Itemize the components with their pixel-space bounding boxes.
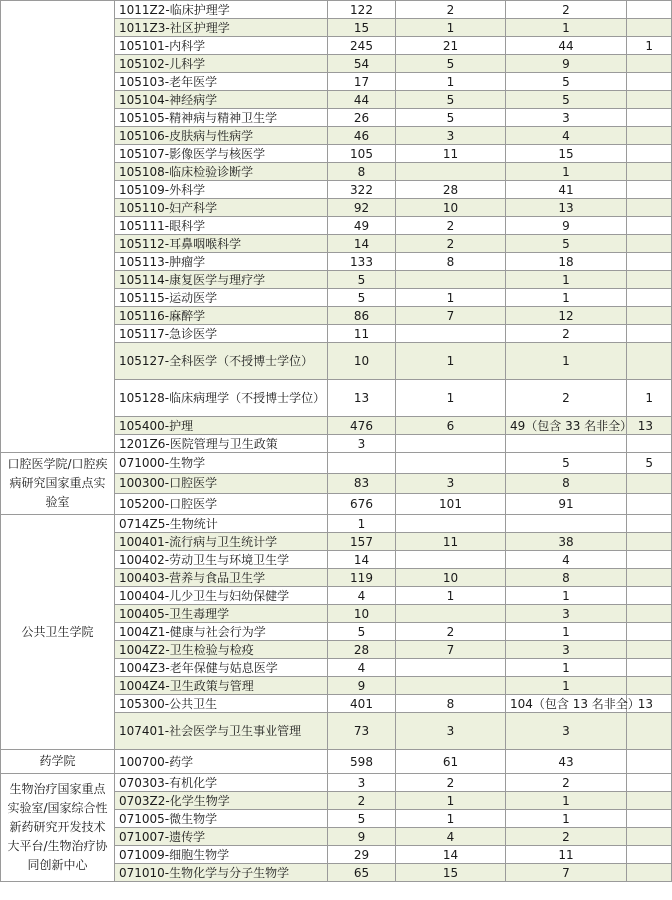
count-cell [627, 569, 672, 587]
count-cell: 7 [506, 864, 627, 882]
count-cell [627, 289, 672, 307]
major-cell: 071010-生物化学与分子生物学 [115, 864, 328, 882]
count-cell: 3 [328, 435, 396, 453]
count-cell: 5 [506, 73, 627, 91]
major-cell: 105109-外科学 [115, 181, 328, 199]
major-cell: 105110-妇产科学 [115, 199, 328, 217]
count-cell: 4 [506, 127, 627, 145]
count-cell: 28 [396, 181, 506, 199]
unit-cell: 公共卫生学院 [1, 515, 115, 750]
count-cell [627, 325, 672, 343]
count-cell: 8 [506, 569, 627, 587]
major-cell: 105300-公共卫生 [115, 695, 328, 713]
table-row [1, 1, 672, 19]
table-body [1, 1, 672, 882]
count-cell: 3 [396, 713, 506, 750]
count-cell: 1 [506, 677, 627, 695]
count-cell [627, 307, 672, 325]
count-cell: 10 [396, 199, 506, 217]
count-cell: 86 [328, 307, 396, 325]
count-cell: 3 [506, 641, 627, 659]
count-cell: 9 [506, 217, 627, 235]
major-cell: 0714Z5-生物统计 [115, 515, 328, 533]
count-cell: 676 [328, 494, 396, 515]
major-cell: 100300-口腔医学 [115, 473, 328, 494]
count-cell [627, 792, 672, 810]
count-cell: 598 [328, 750, 396, 774]
count-cell [627, 774, 672, 792]
count-cell: 9 [328, 828, 396, 846]
count-cell [627, 235, 672, 253]
count-cell: 2 [506, 1, 627, 19]
major-cell: 105107-影像医学与核医学 [115, 145, 328, 163]
count-cell: 1 [506, 271, 627, 289]
count-cell: 5 [396, 91, 506, 109]
count-cell: 2 [396, 774, 506, 792]
count-cell: 1 [396, 343, 506, 380]
count-cell [396, 325, 506, 343]
count-cell: 92 [328, 199, 396, 217]
count-cell: 2 [396, 623, 506, 641]
count-cell [627, 163, 672, 181]
count-cell: 1 [396, 380, 506, 417]
count-cell [627, 515, 672, 533]
major-cell: 105106-皮肤病与性病学 [115, 127, 328, 145]
count-cell: 21 [396, 37, 506, 55]
count-cell: 9 [506, 55, 627, 73]
count-cell: 14 [328, 551, 396, 569]
count-cell: 11 [396, 145, 506, 163]
count-cell: 101 [396, 494, 506, 515]
count-cell: 1 [627, 380, 672, 417]
count-cell [627, 127, 672, 145]
count-cell: 1 [506, 587, 627, 605]
count-cell: 157 [328, 533, 396, 551]
count-cell: 5 [506, 453, 627, 474]
count-cell: 13 [627, 417, 672, 435]
count-cell: 11 [328, 325, 396, 343]
major-cell: 071007-遗传学 [115, 828, 328, 846]
major-cell: 100402-劳动卫生与环境卫生学 [115, 551, 328, 569]
unit-cell [1, 1, 115, 453]
major-cell: 105128-临床病理学（不授博士学位） [115, 380, 328, 417]
count-cell: 2 [506, 380, 627, 417]
major-cell: 105117-急诊医学 [115, 325, 328, 343]
count-cell: 49 [328, 217, 396, 235]
unit-cell: 口腔医学院/口腔疾病研究国家重点实验室 [1, 453, 115, 515]
major-cell: 107401-社会医学与卫生事业管理 [115, 713, 328, 750]
major-cell: 105113-肿瘤学 [115, 253, 328, 271]
major-cell: 0703Z2-化学生物学 [115, 792, 328, 810]
count-cell [627, 271, 672, 289]
count-cell: 1 [396, 289, 506, 307]
count-cell: 3 [506, 713, 627, 750]
major-cell: 071000-生物学 [115, 453, 328, 474]
count-cell: 3 [328, 774, 396, 792]
major-cell: 1004Z1-健康与社会行为学 [115, 623, 328, 641]
count-cell: 1 [506, 19, 627, 37]
count-cell: 10 [328, 605, 396, 623]
count-cell: 1 [396, 73, 506, 91]
count-cell: 5 [328, 810, 396, 828]
count-cell: 11 [506, 846, 627, 864]
major-cell: 105200-口腔医学 [115, 494, 328, 515]
count-cell: 4 [328, 587, 396, 605]
count-cell [627, 659, 672, 677]
count-cell [627, 109, 672, 127]
unit-cell: 生物治疗国家重点实验室/国家综合性新药研究开发技术大平台/生物治疗协同创新中心 [1, 774, 115, 882]
count-cell: 5 [328, 289, 396, 307]
count-cell: 2 [506, 325, 627, 343]
count-cell: 2 [396, 217, 506, 235]
count-cell: 5 [328, 623, 396, 641]
count-cell: 5 [506, 91, 627, 109]
count-cell: 476 [328, 417, 396, 435]
major-cell: 070303-有机化学 [115, 774, 328, 792]
major-cell: 105104-神经病学 [115, 91, 328, 109]
count-cell: 15 [396, 864, 506, 882]
count-cell: 8 [328, 163, 396, 181]
count-cell: 11 [396, 533, 506, 551]
count-cell [627, 587, 672, 605]
count-cell: 401 [328, 695, 396, 713]
count-cell: 3 [396, 473, 506, 494]
count-cell [506, 515, 627, 533]
count-cell [627, 181, 672, 199]
count-cell: 3 [506, 605, 627, 623]
count-cell: 2 [396, 1, 506, 19]
count-cell: 5 [396, 109, 506, 127]
count-cell: 7 [396, 307, 506, 325]
count-cell: 18 [506, 253, 627, 271]
count-cell: 2 [396, 235, 506, 253]
count-cell: 13 [627, 695, 672, 713]
count-cell: 38 [506, 533, 627, 551]
major-cell: 100404-儿少卫生与妇幼保健学 [115, 587, 328, 605]
count-cell [396, 271, 506, 289]
major-cell: 071009-细胞生物学 [115, 846, 328, 864]
major-cell: 1011Z2-临床护理学 [115, 1, 328, 19]
count-cell: 4 [396, 828, 506, 846]
count-cell: 46 [328, 127, 396, 145]
major-cell: 1011Z3-社区护理学 [115, 19, 328, 37]
major-cell: 105114-康复医学与理疗学 [115, 271, 328, 289]
count-cell [627, 55, 672, 73]
major-cell: 1004Z4-卫生政策与管理 [115, 677, 328, 695]
count-cell [396, 515, 506, 533]
major-cell: 1004Z3-老年保健与姑息医学 [115, 659, 328, 677]
count-cell [627, 828, 672, 846]
count-cell: 1 [396, 792, 506, 810]
count-cell [627, 91, 672, 109]
count-cell: 8 [396, 253, 506, 271]
count-cell: 122 [328, 1, 396, 19]
count-cell [627, 641, 672, 659]
table-row [1, 453, 672, 474]
major-cell: 105116-麻醉学 [115, 307, 328, 325]
count-cell [396, 551, 506, 569]
count-cell: 5 [627, 453, 672, 474]
count-cell [627, 605, 672, 623]
count-cell [396, 163, 506, 181]
count-cell: 1 [506, 289, 627, 307]
major-cell: 105400-护理 [115, 417, 328, 435]
count-cell: 5 [328, 271, 396, 289]
count-cell: 2 [328, 792, 396, 810]
count-cell [627, 253, 672, 271]
count-cell [506, 435, 627, 453]
table-row [1, 750, 672, 774]
count-cell [328, 453, 396, 474]
count-cell [627, 1, 672, 19]
count-cell [627, 73, 672, 91]
count-cell [627, 533, 672, 551]
count-cell: 104（包含 13 名非全） [506, 695, 627, 713]
count-cell [627, 19, 672, 37]
count-cell: 1 [328, 515, 396, 533]
count-cell: 8 [396, 695, 506, 713]
count-cell [627, 713, 672, 750]
count-cell: 4 [328, 659, 396, 677]
count-cell: 17 [328, 73, 396, 91]
count-cell [627, 677, 672, 695]
major-cell: 105115-运动医学 [115, 289, 328, 307]
count-cell: 1 [506, 343, 627, 380]
count-cell [627, 199, 672, 217]
count-cell [627, 551, 672, 569]
major-cell: 105108-临床检验诊断学 [115, 163, 328, 181]
count-cell: 65 [328, 864, 396, 882]
count-cell: 73 [328, 713, 396, 750]
count-cell [396, 605, 506, 623]
count-cell: 1 [506, 163, 627, 181]
major-cell: 105105-精神病与精神卫生学 [115, 109, 328, 127]
count-cell: 9 [328, 677, 396, 695]
count-cell [627, 343, 672, 380]
count-cell [396, 435, 506, 453]
count-cell [627, 864, 672, 882]
major-cell: 105111-眼科学 [115, 217, 328, 235]
count-cell: 15 [328, 19, 396, 37]
major-cell: 100700-药学 [115, 750, 328, 774]
major-cell: 105102-儿科学 [115, 55, 328, 73]
count-cell: 2 [506, 774, 627, 792]
count-cell: 14 [396, 846, 506, 864]
count-cell: 4 [506, 551, 627, 569]
count-cell: 44 [328, 91, 396, 109]
count-cell: 1 [506, 792, 627, 810]
count-cell: 105 [328, 145, 396, 163]
count-cell: 6 [396, 417, 506, 435]
count-cell [627, 473, 672, 494]
count-cell: 26 [328, 109, 396, 127]
count-cell: 83 [328, 473, 396, 494]
table-row [1, 515, 672, 533]
count-cell: 1 [506, 623, 627, 641]
major-cell: 105101-内科学 [115, 37, 328, 55]
count-cell: 1 [396, 810, 506, 828]
table-row [1, 774, 672, 792]
count-cell: 1 [506, 659, 627, 677]
major-cell: 100401-流行病与卫生统计学 [115, 533, 328, 551]
count-cell: 10 [328, 343, 396, 380]
count-cell: 7 [396, 641, 506, 659]
count-cell: 54 [328, 55, 396, 73]
major-cell: 1004Z2-卫生检验与检疫 [115, 641, 328, 659]
count-cell: 1 [627, 37, 672, 55]
count-cell [627, 494, 672, 515]
count-cell: 8 [506, 473, 627, 494]
count-cell: 1 [396, 19, 506, 37]
count-cell: 61 [396, 750, 506, 774]
count-cell: 245 [328, 37, 396, 55]
count-cell: 13 [506, 199, 627, 217]
count-cell [396, 453, 506, 474]
count-cell: 1 [506, 810, 627, 828]
count-cell [627, 810, 672, 828]
count-cell [627, 846, 672, 864]
major-cell: 105127-全科医学（不授博士学位） [115, 343, 328, 380]
count-cell: 28 [328, 641, 396, 659]
count-cell: 41 [506, 181, 627, 199]
count-cell: 133 [328, 253, 396, 271]
major-cell: 100403-营养与食品卫生学 [115, 569, 328, 587]
count-cell: 15 [506, 145, 627, 163]
count-cell [627, 145, 672, 163]
count-cell: 91 [506, 494, 627, 515]
count-cell: 44 [506, 37, 627, 55]
major-cell: 105103-老年医学 [115, 73, 328, 91]
count-cell: 3 [396, 127, 506, 145]
count-cell: 14 [328, 235, 396, 253]
count-cell: 1 [396, 587, 506, 605]
count-cell: 5 [506, 235, 627, 253]
count-cell [396, 659, 506, 677]
count-cell [627, 623, 672, 641]
unit-cell: 药学院 [1, 750, 115, 774]
count-cell: 49（包含 33 名非全） [506, 417, 627, 435]
count-cell: 3 [506, 109, 627, 127]
major-cell: 071005-微生物学 [115, 810, 328, 828]
count-cell: 43 [506, 750, 627, 774]
count-cell: 13 [328, 380, 396, 417]
count-cell: 119 [328, 569, 396, 587]
count-cell: 2 [506, 828, 627, 846]
major-cell: 100405-卫生毒理学 [115, 605, 328, 623]
count-cell [627, 435, 672, 453]
count-cell: 12 [506, 307, 627, 325]
major-cell: 1201Z6-医院管理与卫生政策 [115, 435, 328, 453]
count-cell [396, 677, 506, 695]
count-cell: 5 [396, 55, 506, 73]
count-cell [627, 217, 672, 235]
major-cell: 105112-耳鼻咽喉科学 [115, 235, 328, 253]
count-cell [627, 750, 672, 774]
count-cell: 322 [328, 181, 396, 199]
count-cell: 29 [328, 846, 396, 864]
count-cell: 10 [396, 569, 506, 587]
